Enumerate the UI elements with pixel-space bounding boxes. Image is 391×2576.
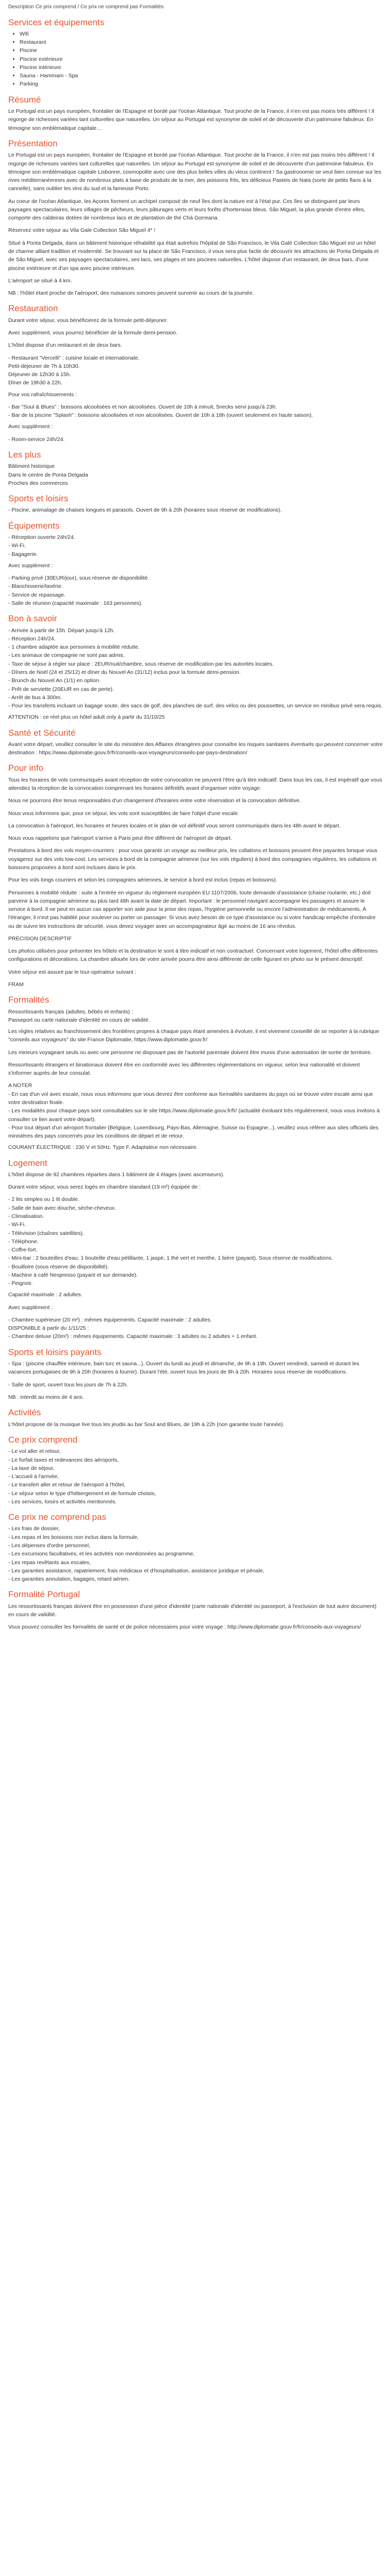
text-line: - Les repas et les boissons non inclus dans la formule, [8, 1534, 139, 1540]
formalites-section [8, 995, 383, 1151]
paragraph: Pour les vols longs courriers et selon les compagnies aériennes, le service à bord est inclus (repas et boissons). [8, 877, 278, 884]
paragraph: Avec supplément, vous pourrez bénéficier de la formule demi-pension. [8, 329, 177, 336]
text-line: Dans le centre de Ponta Delgada [8, 471, 88, 478]
presentation-title: Présentation [8, 138, 58, 148]
lieu-title: Les plus [8, 449, 41, 460]
paragraph: NB : interdit au moins de 4 ans. [8, 1394, 84, 1400]
line-group [8, 1195, 383, 1287]
text-line: - Pour les transferts incluant un bagage soute, des sacs de golf, des planches de surf, des vélos ou des poussettes, un service en minibus privé sera requis. [8, 703, 383, 709]
pour-info-title: Pour info [8, 763, 44, 773]
text-line: - Le forfait taxes et redevances des aéroports, [8, 1456, 119, 1463]
text-line: - Blanchisserie/lavérie. [8, 583, 63, 590]
paragraph: Avant votre départ, veuillez consulter le site du ministère des Affaires étrangères pour connaître les risques sanitaires éventuels qui peuvent concerner votre destination : https://www.diplomatie.gouv.fr/fr/conseils-aux-voyageurs/conseils-par-pays-destination/ [8, 741, 383, 756]
text-line: - Brunch du Nouvel An (1/1) en option. [8, 677, 101, 684]
line-group [8, 1008, 383, 1025]
paragraph: L'hôtel propose de la musique live tous les jeudis au bar Soul and Blues, de 19h à 22h (non garantie toute l'année). [8, 1421, 285, 1428]
text-line: - Taxe de séjour à régler sur place : 2EUR/nuit/chambre, sous réserve de modification par les autorités locales. [8, 660, 274, 667]
breadcrumb[interactable]: Description Ce prix comprend / Ce prix ne comprend pas Formalités [8, 4, 164, 10]
text-line: - 1 chambre adaptée aux personnes à mobilité réduite. [8, 644, 140, 651]
service-item: • Piscine [20, 46, 383, 55]
text-line: - Téléphone. [8, 1238, 39, 1245]
line-group [8, 435, 383, 444]
paragraph: L'hôtel dispose de 92 chambres réparties dans 1 bâtiment de 4 étages (avec ascenseurs). [8, 1171, 224, 1178]
paragraph: COURANT ÉLECTRIQUE : 230 V et 50Hz. Type F. Adaptateur non nécessaire. [8, 1144, 198, 1151]
equipements-section [8, 521, 383, 608]
paragraph: Nous vous informons que, pour ce séjour, les vols sont susceptibles de faire l'objet d'une escale. [8, 810, 239, 817]
paragraph: Nous ne pourrons être tenus responsables d'un changement d'horaires entre votre réservation et la convocation définitive. [8, 798, 301, 804]
text-line: - Les garanties assistance, rapatriement, frais médicaux et d'hospitalisation, assistance juridique et pénale, [8, 1567, 265, 1574]
text-line: - Les dépenses d'ordre personnel, [8, 1543, 91, 1549]
text-line: - Service de repassage. [8, 591, 66, 598]
paragraph: L'aéroport se situé à 4 km. [8, 277, 72, 284]
services-title: Services et équipements [8, 17, 105, 27]
paragraph: Les ressortissants français doivent être en possession d'une pièce d'identité (carte nationale d'identité ou passeport, à l'exclusion de tout autre document) en cours de validité. [8, 1603, 377, 1618]
sante-title: Santé et Sécurité [8, 727, 76, 738]
text-line: - Wi-Fi. [8, 543, 26, 549]
paragraph: La convocation à l'aéroport, les horaires et heures locales et le plan de vol définitif vous seront communiqués dans les 48h avant le départ. [8, 822, 341, 829]
paragraph: - Salle de sport, ouvert tous les jours de 7h à 22h. [8, 1381, 128, 1388]
text-line: - Les garanties annulation, bagages, retard aérien. [8, 1576, 130, 1583]
text-line: - Télévision (chaînes satellites). [8, 1230, 84, 1236]
restauration-section [8, 303, 383, 444]
text-line: - Bar de la piscine "Splash" : boissons alcoolisées et non alcoolisées. Ouvert de 10h à 18h (ouvert seulement en haute saison). [8, 412, 313, 419]
formalite-portugal-title: Formalité Portugal [8, 1589, 80, 1600]
text-line: - Les animaux de compagnie ne sont pas admis. [8, 652, 125, 659]
paragraph: ATTENTION : ce réel plus un hôtel adult only à partir du 31/10/25 [8, 714, 165, 721]
paragraph: Réservez votre séjour au Vila Gale Collection São Miguel 4* ! [8, 227, 156, 234]
paragraph: Vous pouvez consulter les formalités de santé et de police nécessaires pour votre voyage : http://www.diplomatie.gouv.fr/fr/conseils-aux-voyageurs/ [8, 1624, 361, 1631]
presentation-section [8, 139, 383, 297]
text-line: - Le vol aller et retour, [8, 1448, 61, 1455]
paragraph: Durant votre séjour, vous serez logés en chambre standard (19 m²) équipée de : [8, 1184, 201, 1191]
text-line: - Chambre deluxe (20m²) : mêmes équipements. Capacité maximale : 3 adultes ou 2 adultes + 1 enfant. [8, 1333, 257, 1340]
text-line: - Les frais de dossier, [8, 1526, 60, 1532]
paragraph: Prestations à bord des vols moyen-courriers : pour vous garantir un voyage au meilleur prix, les collations et boissons peuvent être payantes lorsque vous voyagerez sur des vols low-cost. Les services à bord de la compagnie aérienne (sur les vols réguliers) à bord des compagnies régulières, les collations et boissons proposées à bord sont incluses dans le prix. [8, 848, 378, 871]
text-line: - Dîners de Noël (24 et 25/12) et dîner du Nouvel An (31/12) inclus pour la formule demi-pension. [8, 669, 241, 675]
text-line: Bâtiment historique [8, 463, 55, 470]
text-line: - Salle de réunion (capacité maximale : 163 personnes). [8, 600, 143, 606]
paragraph: NB : l'hôtel étant proche de l'aéroport, des nuisances sonores peuvent survenir au cours de la journée. [8, 290, 254, 297]
formalite-portugal-section [8, 1589, 383, 1631]
line-group [8, 403, 383, 420]
paragraph: Capacité maximale : 2 adultes. [8, 1292, 83, 1298]
text-line: - L'accueil à l'arrivée, [8, 1473, 59, 1480]
paragraph: Durant votre séjour, vous bénéficierez de la formule petit-déjeuner. [8, 317, 168, 324]
text-line: - Bar "Soul & Blues" : boissons alcoolisées et non alcoolisées. Ouvert de 10h à minuit, 5necks servi jusqu'à 23h. [8, 403, 277, 410]
paragraph: Tous les horaires de vols communiqués avant réception de votre convocation ne peuvent l'être qu'à titre indicatif. Dans tous les cas, il est impératif que vous attendiez la réception de la convocation comprenant les horaires définitifs avant d'organiser votre voyage. [8, 776, 382, 792]
text-line: - Peignoir. [8, 1280, 33, 1287]
text-line: - Réception 24h/24. [8, 635, 56, 642]
text-line: - Arrêt de bus à 300m. [8, 694, 62, 701]
restauration-title: Restauration [8, 303, 58, 314]
line-group [8, 354, 383, 387]
paragraph: Le Portugal est un pays européen, frontalier de l'Espagne et bordé par l'océan Atlantique. Tout proche de la France, il n'en est pas moins très différent ! Il regorge de richesses variées tant culturelles que naturelles. Un séjour au Portugal est synonyme de soleil et de découverte d'un patrimoine fabuleux. En témoigne son emblématique capitale Lisbonne, cosmopolite avec une des plus belles villes du vieux continent ! Sa gastronomie se veut bien connue sur les rives méditerranéennes avec de nombreux plats à base de produits de la mer, des poissons frits, les délicieux Pasteis de Nata (sorte de petits flans à la cannelle), sans oublier les vins du sud et la fameuse Porto. [8, 152, 382, 192]
text-line: Dîner de 19h30 à 22h. [8, 380, 62, 386]
resume-section [8, 95, 383, 132]
logement-title: Logement [8, 1158, 47, 1168]
text-line: - Bouilloire (sous réserve de disponibilité). [8, 1263, 109, 1270]
services-section [8, 18, 383, 89]
line-group [8, 462, 383, 487]
text-line: - Les excursions facultatives, et les activités non mentionnées au programme, [8, 1551, 195, 1557]
service-item: • Piscine extérieure [20, 55, 383, 63]
paragraph: Nous vous rappelons que l'aéroport s'arrive à Paris peut être différent de l'aéroport de départ. [8, 835, 232, 842]
text-line: A NOTER [8, 1082, 32, 1089]
service-item: • Parking [20, 80, 383, 88]
line-group [8, 1447, 383, 1506]
text-line: - Réception ouverte 24h/24. [8, 534, 75, 541]
text-line: Passeport ou carte nationale d'identité en cours de validité. [8, 1016, 150, 1023]
ce-prix-ne-comprend-pas-title: Ce prix ne comprend pas [8, 1512, 106, 1522]
formalites-title: Formalités [8, 995, 50, 1005]
services-list [8, 30, 383, 89]
text-line: - Prêt de serviette (20EUR en cas de perte). [8, 686, 114, 692]
text-line: Ressortissants français (adultes, bébés et enfants) : [8, 1008, 133, 1015]
paragraph: Ressortissants étrangers et binationaux doivent être en conformité avec les différentes réglementations en vigueur, selon leur nationalité et doivent s'informer auprès de leur consulat. [8, 1061, 360, 1077]
paragraph: PRÉCISION DESCRIPTIF [8, 935, 72, 942]
text-line: - Le transfert aller et retour de l'aéroport à l'hôtel, [8, 1482, 125, 1488]
paragraph: Pour vos rafraîchissements : [8, 391, 77, 398]
resume-text: Le Portugal est un pays européen, frontalier de l'Espagne et bordé par l'océan Atlantique. Tout proche de la France, il n'en est pas moins très différent ! Il regorge de richesses variées tant culturelles que naturelles. Un séjour au Portugal est synonyme de soleil et de découverte d'un patrimoine fabuleux. En témoigne son emblématique capitale… [8, 108, 374, 131]
sports-payants-title: Sports et loisirs payants [8, 1347, 102, 1357]
resume-title: Résumé [8, 94, 41, 105]
line-group [8, 1081, 383, 1140]
text-line: - Wi-Fi. [8, 1222, 26, 1228]
text-line: - Bagagerie. [8, 551, 38, 557]
paragraph: Les règles relatives au franchissement des frontières propres à chaque pays étant amenées à évoluer, il est vivement conseillé de se reporter à la rubrique "conseils aux voyageurs" du site France Diplomatie, https://www.diplomatie.gouv.fr/ [8, 1028, 380, 1043]
line-group [8, 1316, 383, 1341]
paragraph: Votre séjour est assuré par le tour-opérateur suivant : [8, 969, 137, 975]
line-group [8, 626, 383, 710]
lieu-section [8, 450, 383, 487]
paragraph: Avec supplément : [8, 423, 53, 430]
paragraph: Avec supplément : [8, 562, 53, 569]
paragraph: Avec supplément : [8, 1304, 53, 1311]
text-line: - Climatisation. [8, 1213, 44, 1220]
text-line: DISPONIBLE à partir du 1/11/25 : [8, 1325, 89, 1332]
equipements-title: Équipements [8, 520, 60, 531]
activites-title: Activités [8, 1408, 41, 1418]
service-item: • Piscine intérieure [20, 63, 383, 72]
pour-info-section [8, 763, 383, 989]
paragraph: Personnes à mobilité réduite : suite à l'entrée en vigueur du règlement européen EU 1107/2006, toute demande d'assistance (chaise roulante, etc.) doit parvenir à la compagnie aérienne au plus tard 48h avant la date de départ. Important : le personnel navigant accompagne les passagers et assure le service à bord. Il ne peut en aucun cas apporter son aide pour la prise des repas, l'hygiène personnelle ou encore l'administration de médicaments. À l'étranger, il n'est pas habilité pour soulever ou porter un passager. Si vous avez besoin de ce type d'assistance ou si votre handicap empêche d'entendre ou de suivre les instructions de sécurité, vous devez voyager avec un accompagnateur âgé au moins de 16 ans révolus. [8, 889, 376, 929]
service-item: • Wifi [20, 30, 383, 38]
text-line: - Les repas revêtants aux escales, [8, 1559, 91, 1566]
text-line: - La taxe de séjour, [8, 1465, 55, 1471]
activites-section [8, 1408, 383, 1429]
service-item: • Sauna - Hammam - Spa [20, 72, 383, 80]
sports-section [8, 494, 383, 515]
paragraph: - Piscine, animalage de chaises longues et parasols. Ouvert de 9h à 20h (horaires sous réserve de modifications). [8, 507, 282, 514]
sports-payants-section [8, 1347, 383, 1401]
text-line: - Chambre supérieure (20 m²) : mêmes équipements. Capacité maximale : 2 adultes. [8, 1316, 212, 1323]
paragraph: - Spa : (piscine chauffée intérieure, bain turc et sauna...). Ouvert du lundi au jeudi et dimanche, de 9h à 19h. Ouvert vendredi, samedi et durant les vacances portugaises de 9h à 20h (horaires à fournir). Durant l'été, ouvert tous les jours de 9h à 20h. Horaires sous réserve de modifications. [8, 1361, 360, 1376]
bon-a-savoir-title: Bon à savoir [8, 614, 57, 624]
sports-title: Sports et loisirs [8, 494, 69, 504]
text-line: Proches des commerces [8, 480, 68, 486]
ce-prix-comprend-title: Ce prix comprend [8, 1434, 78, 1445]
text-line: - Les services, loisirs et activités mentionnés. [8, 1498, 117, 1505]
line-group [8, 574, 383, 607]
ce-prix-ne-comprend-pas-section [8, 1512, 383, 1583]
text-line: - Les modalités pour chaque pays sont consultables sur le site https://www.diplomatie.gouv.fr/fr/ (actualité évoluant très régulièrement, nous vous invitons à consulter ce lien avant votre départ). [8, 1108, 380, 1123]
text-line: Déjeuner de 12h30 à 15h. [8, 371, 71, 378]
ce-prix-comprend-section [8, 1435, 383, 1506]
paragraph: Les photos utilisées pour présenter les hôtels et la destination le sont à titre indicatif et non contractuel. Concernant votre logement, l'hôtel offre différentes configurations et décorations. La chambre allouée lors de votre arrivée pourra être ainsi différente de celle figurant en photo sur le présent descriptif. [8, 948, 378, 963]
text-line: Petit-déjeuner de 7h à 10h30. [8, 363, 80, 369]
text-line: - En cas d'un vol avec escale, nous vous informons que vous devrez être conforme aux formalités sanitaires du pays où se trouve votre escale ainsi que votre destination finale. [8, 1091, 373, 1106]
text-line: - Coffre-fort. [8, 1247, 38, 1253]
text-line: - Parking privé (30EUR/jour), sous réserve de disponibilité. [8, 575, 150, 582]
paragraph: FRAM [8, 981, 24, 988]
text-line: - Mini-bar : 2 bouteilles d'eau, 1 bouteille d'eau pétillante, 1 jaspé, 1 thé vert et menthe, 1 bière (payant). Sous réserve de modifications. [8, 1255, 333, 1262]
text-line: - Salle de bain avec douche, sèche-cheveux. [8, 1205, 116, 1211]
paragraph: Au coeur de l'océan Atlantique, les Açores forment un archipel composé de neuf îles dont la nature est à l'état pur. Ces îles se distinguent par leurs paysages spectaculaires, leurs villages de pêcheurs, leurs pâturages verts et leurs forêts d'hortensias bleus. São Miguel, la plus grande d'entre elles, comporte des caldeiras dotées de nombreux lacs et de plantation de thé Chá Gorreana. [8, 198, 366, 222]
text-line: - Restaurant "Vercelli" : cuisine locale et internationale. [8, 354, 140, 361]
paragraph: Situé à Ponta Delgada, dans un bâtiment historique réhabilité qui était autrefois l'hôpital de São Francisco, le Vila Galé Collection São Miguel est un hôtel de charme alliant tradition et modernité. Se trouvant sur la place de São Francisco, il vous sera plus facile de découvrir les attractions de Ponta Delgada et de São Miguel, avec ses paysages spectaculaires, ses lacs, ses plages et ses piscines naturelles. L'hôtel dispose d'un restaurant, de deux bars, d'une piscine extérieure et d'un spa avec piscine intérieure. [8, 240, 379, 272]
line-group [8, 533, 383, 558]
line-group [8, 1524, 383, 1583]
paragraph: L'hôtel dispose d'un restaurant et de deux bars. [8, 342, 122, 349]
bon-a-savoir-section [8, 614, 383, 721]
sante-section [8, 728, 383, 757]
paragraph: Les mineurs voyageant seuls ou avec une personne ne disposant pas de l'autorité parentale doivent être munis d'une autorisation de sortie de territoire. [8, 1049, 372, 1056]
text-line: - Arrivée à partir de 15h. Départ jusqu'à 12h. [8, 627, 115, 634]
text-line: - Machine à café Nespresso (payant et sur demande). [8, 1272, 138, 1278]
text-line: - Le séjour selon le type d'hébergement et de formule choisis, [8, 1490, 156, 1497]
text-line: - Pour tout départ d'un aéroport frontalier (Belgique, Luxembourg, Pays-Bas, Allemagne, Suisse ou Espagne...), veuillez vous référer aux sites officiels des ministères des pays concernés pour les conditions de départ et de retour. [8, 1124, 379, 1140]
text-line: - 2 lits simples ou 1 lit double. [8, 1196, 79, 1203]
service-item: • Restaurant [20, 38, 383, 46]
text-line: - Room-service 24h/24. [8, 436, 65, 443]
logement-section [8, 1158, 383, 1341]
